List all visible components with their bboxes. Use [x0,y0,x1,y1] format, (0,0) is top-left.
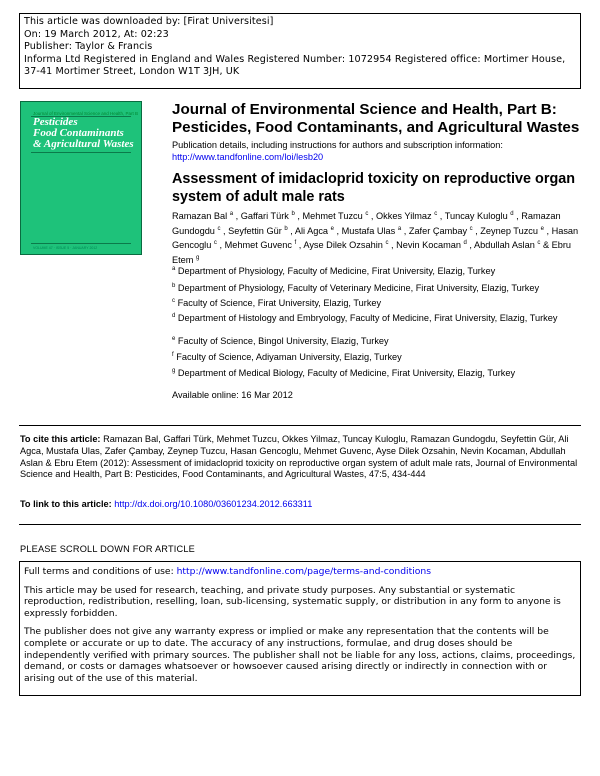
cover-title-line: & Agricultural Wastes [33,138,134,150]
journal-url-link[interactable]: http://www.tandfonline.com/loi/lesb20 [172,152,324,162]
author-list: Ramazan Bal $^a$ , Gaffari Türk $^b$ , Mehmet Tuzcu $^c$ , Okkes Yilmaz $^c$ , Tuncay Kuloglu $^d$ , Ramazan Gundogdu $^c$ , Seyfettin Gür $^b$ , Ali Agca $^e$ , Mustafa Ulas $^a$ , Zafer Çambay $^c$ , Zeynep Tuzcu $^e$ , Hasan Gencoglu $^c$ , Mehmet Guvenc $^f$ , Ayse Dilek Ozsahin $^c$ , Nevin Kocaman $^d$ , Abdullah Aslan $^c$ & Ebru Etem $^g$ [172,210,579,265]
author-affiliation-mark: c [365,210,369,217]
author-name: Hasan Gencoglu [172,225,579,251]
author-affiliation-mark: c [434,210,438,217]
author-name: Ramazan Bal [172,211,228,221]
affiliation-mark: f [172,351,174,358]
article-title: Assessment of imidacloprid toxicity on reproductive organ system of adult male rats [172,171,576,205]
author-name: Seyfettin Gür [228,225,282,236]
affiliation-text: Faculty of Science, Firat University, Elazig, Turkey [177,298,382,308]
journal-cover-image [20,101,142,255]
author-affiliation-mark: c [213,240,217,247]
citation-text: Ramazan Bal, Gaffari Türk, Mehmet Tuzcu, Okkes Yilmaz, Tuncay Kuloglu, Ramazan Gundogdu, Seyfettin Gür, Ali Agca, Mustafa Ulas, Zafer Çambay, Zeynep Tuzcu, Hasan Gencoglu, Mehmet Guvenc, Ayse Dilek Ozsahin, Nevin Kocaman, Abdullah Aslan & Ebru Etem (2012): Assessment of imidacloprid toxicity on reproductive organ system of adult male rats, Journal of Environmental Science and Health, Part B: Pesticides, Food Contaminants, and Agricultural Wastes, 47:5, 434-444 [20,434,578,480]
author-name: Zafer Çambay [408,225,468,236]
affiliation-text: Department of Physiology, Faculty of Veterinary Medicine, Firat University, Elazig, Turkey [177,283,540,293]
divider [19,425,581,426]
author-name: Ali Agca [294,225,329,236]
author-name: Ramazan Gundogdu [172,211,561,236]
terms-label: Full terms and conditions of use: [24,566,174,577]
terms-link[interactable]: http://www.tandfonline.com/page/terms-and-conditions [176,566,431,577]
publication-details-text: Publication details, including instructions for authors and subscription information: [172,140,503,150]
article-link-block [20,499,580,509]
scroll-notice: PLEASE SCROLL DOWN FOR ARTICLE [20,544,195,554]
author-affiliation-mark: f [294,240,297,247]
affiliation-item [172,335,582,347]
download-info-line: Publisher: Taylor & Francis [24,41,153,53]
cover-bottom-text: VOLUME 47 · ISSUE 5 · JANUARY 2012 [33,246,98,250]
affiliation-text: Department of Histology and Embryology, Faculty of Medicine, Firat University, Elazig, Turkey [177,313,558,323]
author-affiliation-mark: d [463,240,467,247]
author-name: Nevin Kocaman [396,240,461,251]
author-name: Mehmet Guvenc [224,240,292,251]
available-online-date: Available online: 16 Mar 2012 [172,390,293,400]
article-link-label: To link to this article: [20,499,112,509]
publication-details [172,139,582,163]
author-name: Mehmet Tuzcu [302,211,363,221]
affiliation-item [172,265,582,277]
cover-title [33,117,134,150]
affiliation-item [172,282,582,294]
terms-line [24,566,576,578]
download-info-box [19,13,581,89]
affiliation-item [172,297,582,309]
cover-rule [31,243,131,244]
author-name: Ebru Etem [172,240,572,265]
author-affiliation-mark: a [397,225,402,232]
affiliation-mark: e [172,335,176,342]
author-affiliation-mark: d [510,210,514,217]
affiliation-text: Faculty of Science, Bingol University, Elazig, Turkey [177,336,389,346]
affiliation-mark: b [172,282,176,289]
author-name: Zeynep Tuzcu [480,225,538,236]
author-affiliation-mark: c [385,240,389,247]
cover-title-line: Food Contaminants [33,127,124,139]
cover-top-text: Journal of Environmental Science and Health, Part B [33,111,139,116]
affiliation-mark: a [172,265,176,272]
terms-paragraph: The publisher does not give any warranty express or implied or make any representation that the contents will be complete or accurate or up to date. The accuracy of any instructions, formulae, and drug doses should be independently verified with primary sources. The publisher shall not be liable for any loss, actions, claims, proceedings, demand, or costs or damages whatsoever or howsoever caused arising directly or indirectly in connection with or arising out of the use of this material. [24,626,576,684]
divider [19,524,581,525]
affiliation-item [172,351,582,363]
download-info-line: On: 19 March 2012, At: 02:23 [24,28,169,40]
affiliation-mark: d [172,312,176,319]
citation-block [20,434,580,481]
author-name: Ayse Dilek Ozsahin [303,240,383,251]
download-info-line: Informa Ltd Registered in England and Wales Registered Number: 1072954 Registered office: Mortimer House, [24,53,566,65]
terms-paragraph: This article may be used for research, teaching, and private study purposes. Any substantial or systematic reproduction, redistribution, reselling, loan, sub-licensing, systematic supply, or distribution in any form to anyone is expressly forbidden. [24,584,561,619]
terms-box [19,561,581,696]
author-affiliation-mark: e [330,225,334,232]
cover-title-line: Pesticides [33,116,78,128]
affiliation-item [172,312,582,324]
author-affiliation-mark: a [229,210,234,217]
author-name: Okkes Yilmaz [375,211,432,221]
author-affiliation-mark: c [217,225,221,232]
affiliation-mark: c [172,297,175,304]
affiliation-text: Department of Physiology, Faculty of Medicine, Firat University, Elazig, Turkey [177,266,496,276]
author-name: Gaffari Türk [240,211,289,221]
download-info-line: 37-41 Mortimer Street, London W1T 3JH, UK [24,66,240,78]
author-affiliation-mark: b [284,225,288,232]
author-affiliation-mark: e [540,225,544,232]
affiliation-item [172,367,582,379]
author-affiliation-mark: g [196,254,200,261]
author-name: Abdullah Aslan [474,240,535,251]
affiliation-text: Department of Medical Biology, Faculty of Medicine, Firat University, Elazig, Turkey [177,368,516,378]
doi-link[interactable]: http://dx.doi.org/10.1080/03601234.2012.663311 [114,499,313,509]
cover-rule [31,152,131,153]
author-affiliation-mark: c [537,240,541,247]
author-affiliation-mark: c [469,225,473,232]
author-affiliation-mark: b [291,210,295,217]
download-info-line: This article was downloaded by: [Firat Universitesi] [24,16,274,27]
author-name: Mustafa Ulas [341,225,396,236]
author-name: Tuncay Kuloglu [444,211,508,221]
journal-title: Journal of Environmental Science and Health, Part B: Pesticides, Food Contaminants, and Agricultural Wastes [172,101,580,136]
affiliation-mark: g [172,367,176,374]
citation-label: To cite this article: [20,434,101,444]
affiliation-text: Faculty of Science, Adiyaman University, Elazig, Turkey [176,352,402,362]
